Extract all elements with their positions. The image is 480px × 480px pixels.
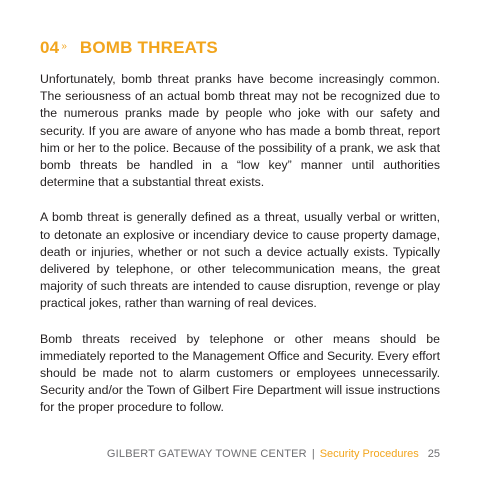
section-number: 04 <box>40 38 60 57</box>
footer-section: Security Procedures <box>319 448 419 460</box>
body-text <box>40 71 440 435</box>
footer-separator: | <box>311 448 315 460</box>
paragraph-2: A bomb threat is generally defined as a threat, usually verbal or written, to detonate an explosive or incendiary device to cause property damage, death or injuries, whether or not such a device actually exists. Typically delivered by telephone, or other telecommunication means, the great majority of such threats are intended to cause disruption, revenge or play practical jokes, rather than warning of real devices. <box>40 210 440 311</box>
section-title: BOMB THREATS <box>79 38 218 57</box>
chevron-icon: » <box>61 41 67 52</box>
paragraph-3: Bomb threats received by telephone or other means should be immediately reported to the Management Office and Security. Every effort should be made not to alarm customers or employees unnecessarily. Security and/or the Town of Gilbert Fire Department will issue instructions for the proper procedure to follow. <box>40 331 440 415</box>
footer-organization: GILBERT GATEWAY TOWNE CENTER <box>106 448 307 460</box>
page-number: 25 <box>427 448 440 460</box>
page-footer <box>40 448 440 460</box>
section-heading <box>40 38 218 58</box>
paragraph-1: Unfortunately, bomb threat pranks have become increasingly common. The seriousness of an actual bomb threat may not be recognized due to the numerous pranks made by people who joke with our safety and security. If you are aware of anyone who has made a bomb threat, report him or her to the police. Because of the possibility of a prank, we ask that bomb threats be handled in a “low key” manner until authorities determine that a substantial threat exists. <box>40 72 440 190</box>
